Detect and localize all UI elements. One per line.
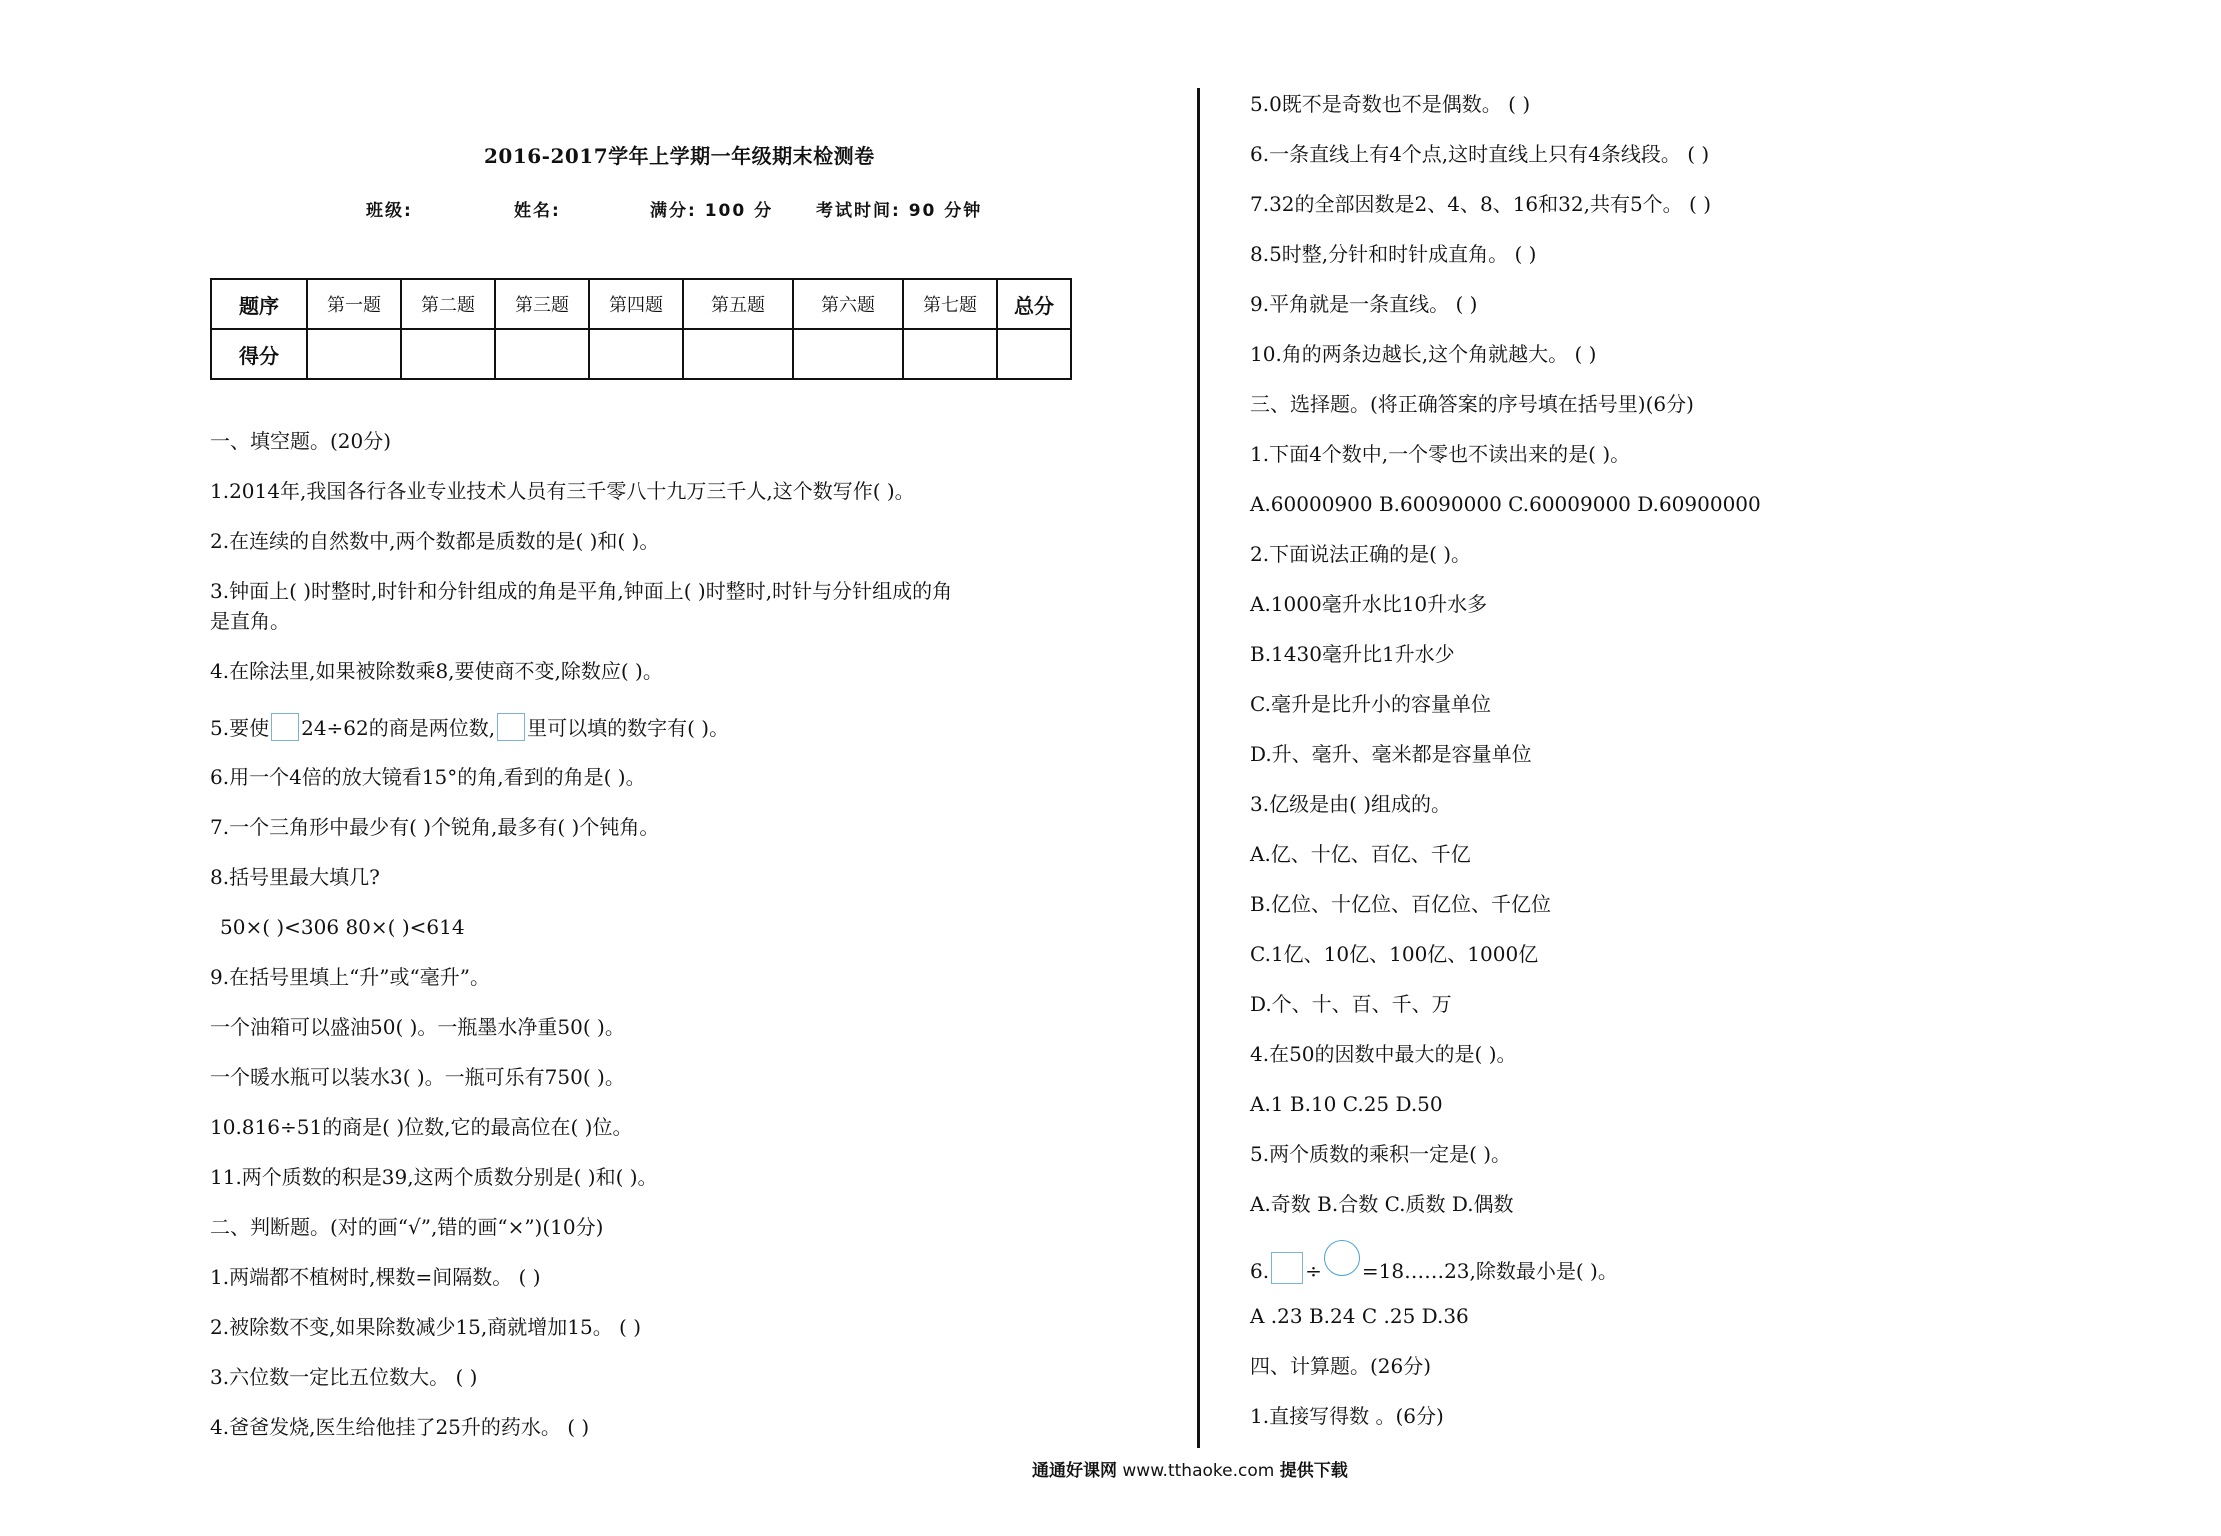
question-text: 6.: [1250, 1259, 1270, 1283]
question-line: 2.下面说法正确的是( )。: [1250, 542, 1472, 566]
square-blank-icon[interactable]: [497, 713, 525, 741]
table-cell: 第一题: [307, 279, 401, 329]
footer-site: 通通好课网: [1032, 1461, 1117, 1481]
circle-blank-icon[interactable]: [1324, 1240, 1360, 1276]
question-option: D.升、毫升、毫米都是容量单位: [1250, 742, 1532, 766]
question-line: 2.被除数不变,如果除数减少15,商就增加15。 ( ): [210, 1315, 642, 1339]
table-cell: 第二题: [401, 279, 495, 329]
footer-suffix: 提供下载: [1279, 1461, 1348, 1481]
question-line: 3.亿级是由( )组成的。: [1250, 792, 1452, 816]
question-line: 9.平角就是一条直线。 ( ): [1250, 292, 1478, 316]
section-heading: 一、填空题。(20分): [210, 429, 392, 453]
score-input-cell[interactable]: [589, 329, 683, 379]
question-line: 7.一个三角形中最少有( )个锐角,最多有( )个钝角。: [210, 815, 660, 839]
question-line: 8.括号里最大填几?: [210, 865, 380, 889]
question-line: 5.两个质数的乘积一定是( )。: [1250, 1142, 1512, 1166]
table-cell: 总分: [997, 279, 1071, 329]
question-line: 是直角。: [210, 609, 290, 633]
exam-time: 考试时间: 90 分钟: [816, 201, 983, 221]
score-input-cell[interactable]: [401, 329, 495, 379]
column-divider: [1197, 88, 1200, 1448]
table-cell: 第六题: [793, 279, 903, 329]
question-text: 里可以填的数字有( )。: [527, 716, 730, 740]
question-option: A.1000毫升水比10升水多: [1250, 592, 1488, 616]
score-table-score-row: [211, 329, 1071, 379]
score-input-cell[interactable]: [307, 329, 401, 379]
score-input-cell[interactable]: [793, 329, 903, 379]
section-heading: 三、选择题。(将正确答案的序号填在括号里)(6分): [1250, 392, 1694, 416]
question-line: 5.0既不是奇数也不是偶数。 ( ): [1250, 92, 1531, 116]
question-line: 10.816÷51的商是( )位数,它的最高位在( )位。: [210, 1115, 633, 1139]
question-option: B.1430毫升比1升水少: [1250, 642, 1455, 666]
question-line: 4.在除法里,如果被除数乘8,要使商不变,除数应( )。: [210, 659, 663, 683]
question-line: 9.在括号里填上“升”或“毫升”。: [210, 965, 490, 989]
question-text: 5.要使: [210, 716, 270, 740]
question-text: ÷: [1305, 1259, 1322, 1283]
table-cell: 得分: [211, 329, 307, 379]
score-input-cell[interactable]: [997, 329, 1071, 379]
name-label: 姓名:: [514, 201, 561, 221]
section-heading: 二、判断题。(对的画“√”,错的画“×”)(10分): [210, 1215, 604, 1239]
question-line: 1.2014年,我国各行各业专业技术人员有三千零八十九万三千人,这个数写作( )。: [210, 479, 915, 503]
question-line: [1250, 1240, 1618, 1285]
question-line: 11.两个质数的积是39,这两个质数分别是( )和( )。: [210, 1165, 658, 1189]
full-score: 满分: 100 分: [650, 201, 774, 221]
question-line: 2.在连续的自然数中,两个数都是质数的是( )和( )。: [210, 529, 660, 553]
question-text: =18……23,除数最小是( )。: [1361, 1259, 1618, 1283]
question-line: 6.用一个4倍的放大镜看15°的角,看到的角是( )。: [210, 765, 646, 789]
question-line: 10.角的两条边越长,这个角就越大。 ( ): [1250, 342, 1597, 366]
class-label: 班级:: [366, 201, 413, 221]
question-line: 3.钟面上( )时整时,时针和分针组成的角是平角,钟面上( )时整时,时针与分针组成的角: [210, 579, 953, 603]
question-line: 7.32的全部因数是2、4、8、16和32,共有5个。 ( ): [1250, 192, 1712, 216]
score-input-cell[interactable]: [903, 329, 997, 379]
section-heading: 四、计算题。(26分): [1250, 1354, 1432, 1378]
question-option: C.毫升是比升小的容量单位: [1250, 692, 1491, 716]
score-input-cell[interactable]: [683, 329, 793, 379]
question-line: 3.六位数一定比五位数大。 ( ): [210, 1365, 478, 1389]
footer-credit: [1032, 1456, 1348, 1481]
question-line: 4.在50的因数中最大的是( )。: [1250, 1042, 1517, 1066]
question-line: [210, 713, 729, 742]
table-cell: 第三题: [495, 279, 589, 329]
square-blank-icon[interactable]: [271, 713, 299, 741]
question-line: 50×( )<306 80×( )<614: [220, 915, 465, 939]
footer-url[interactable]: www.tthaoke.com: [1122, 1461, 1275, 1481]
exam-title: 2016-2017学年上学期一年级期末检测卷: [484, 144, 875, 168]
question-option: C.1亿、10亿、100亿、1000亿: [1250, 942, 1539, 966]
question-line: 1.直接写得数 。(6分): [1250, 1404, 1444, 1428]
question-line: 1.两端都不植树时,棵数=间隔数。 ( ): [210, 1265, 541, 1289]
score-table-header-row: [211, 279, 1071, 329]
question-line: 4.爸爸发烧,医生给他挂了25升的药水。 ( ): [210, 1415, 590, 1439]
question-option: D.个、十、百、千、万: [1250, 992, 1452, 1016]
question-option: B.亿位、十亿位、百亿位、千亿位: [1250, 892, 1552, 916]
table-cell: 第五题: [683, 279, 793, 329]
question-line: 8.5时整,分针和时针成直角。 ( ): [1250, 242, 1537, 266]
question-options: A.1 B.10 C.25 D.50: [1250, 1092, 1443, 1116]
question-options: A.60000900 B.60090000 C.60009000 D.60900000: [1250, 492, 1761, 516]
question-line: 1.下面4个数中,一个零也不读出来的是( )。: [1250, 442, 1631, 466]
score-input-cell[interactable]: [495, 329, 589, 379]
question-options: A.奇数 B.合数 C.质数 D.偶数: [1250, 1192, 1514, 1216]
question-options: A .23 B.24 C .25 D.36: [1250, 1304, 1469, 1328]
question-line: 6.一条直线上有4个点,这时直线上只有4条线段。 ( ): [1250, 142, 1710, 166]
score-table: [210, 278, 1072, 380]
table-cell: 第七题: [903, 279, 997, 329]
question-line: 一个油箱可以盛油50( )。一瓶墨水净重50( )。: [210, 1015, 625, 1039]
table-cell: 题序: [211, 279, 307, 329]
square-blank-icon[interactable]: [1271, 1252, 1303, 1284]
question-option: A.亿、十亿、百亿、千亿: [1250, 842, 1471, 866]
table-cell: 第四题: [589, 279, 683, 329]
question-text: 24÷62的商是两位数,: [301, 716, 496, 740]
question-line: 一个暖水瓶可以装水3( )。一瓶可乐有750( )。: [210, 1065, 625, 1089]
